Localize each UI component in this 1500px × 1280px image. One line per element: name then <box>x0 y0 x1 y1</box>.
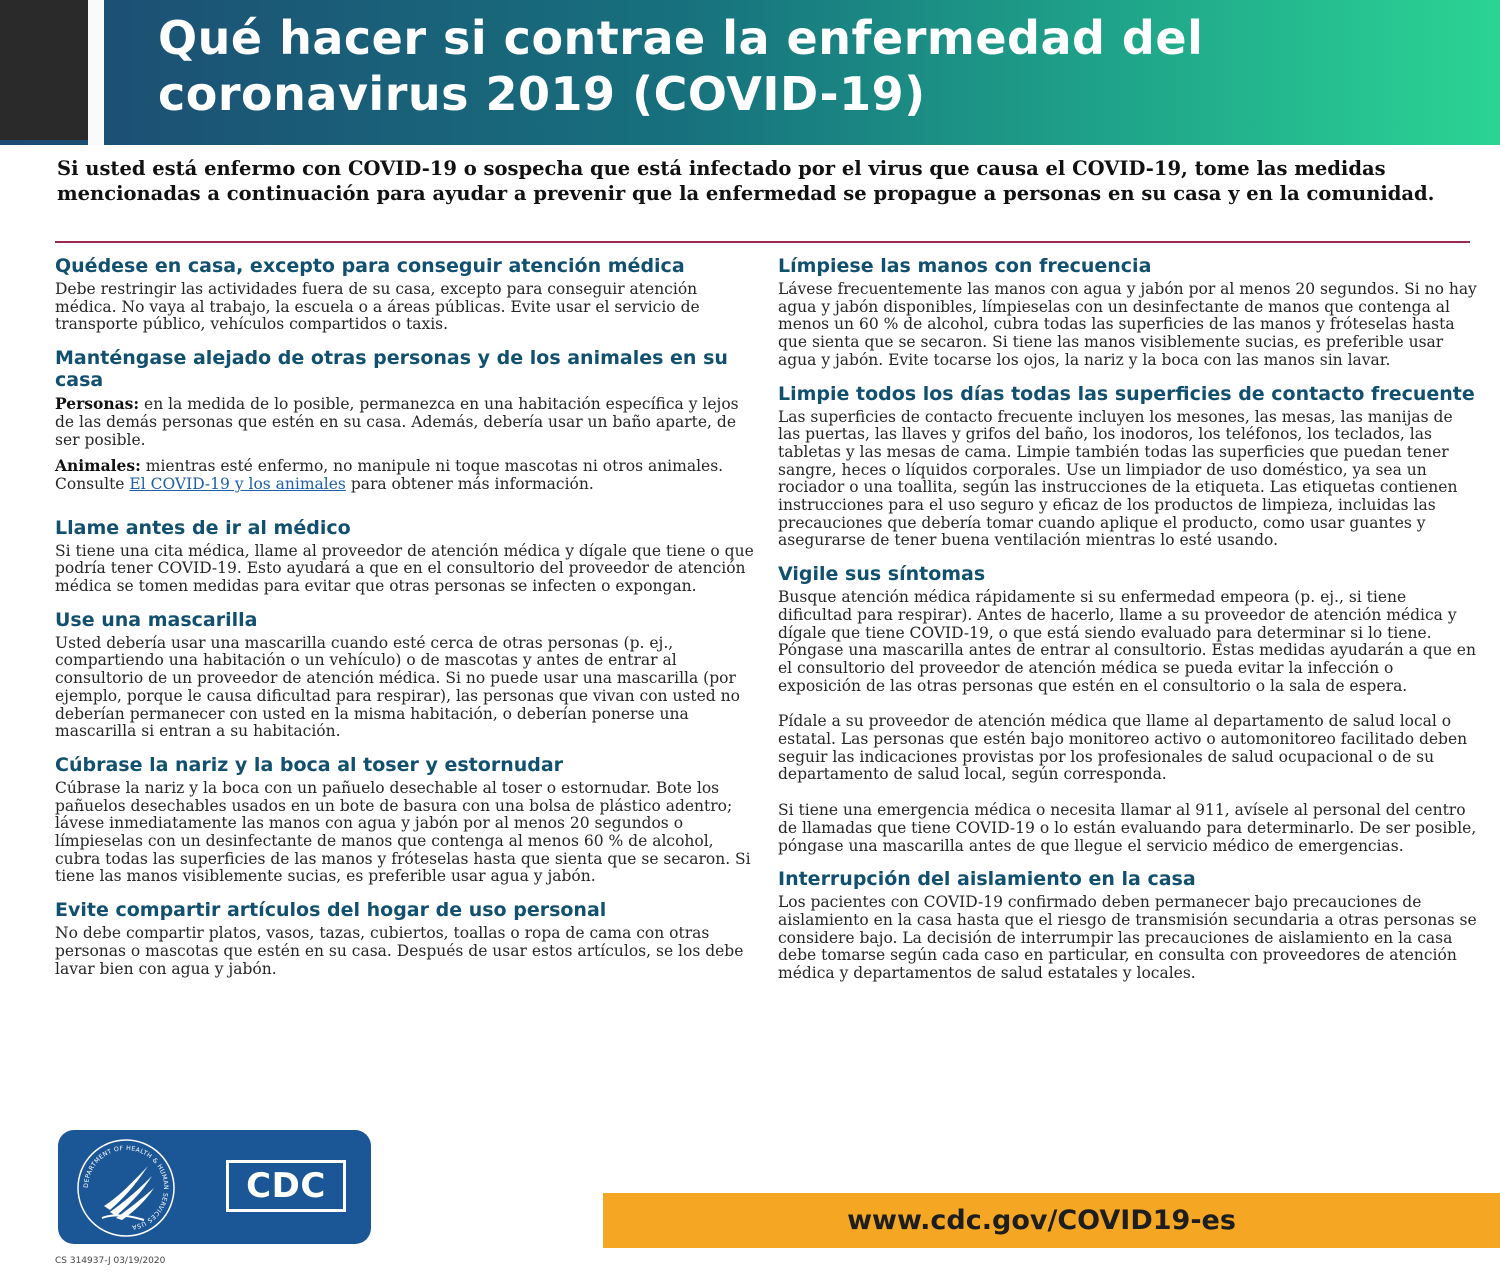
section-body: Debe restringir las actividades fuera de su casa, excepto para conseguir atención médica. No vaya al trabajo, la escuela o a áreas públicas. Evite usar el servicio de transporte público, vehículos compartidos o taxis. <box>55 280 700 334</box>
header-dark-block <box>0 0 88 140</box>
people-paragraph <box>55 395 755 449</box>
cdc-logo-text: CDC <box>246 1166 326 1206</box>
section-cover-cough <box>55 754 755 886</box>
section-heading: Limpie todos los días todas las superficies de contacto frecuente <box>778 382 1475 405</box>
header-stripe <box>88 0 104 145</box>
section-body: Si tiene una cita médica, llame al proveedor de atención médica y dígale que tiene o que podría tener COVID-19. Esto ayudará a que en el consultorio del proveedor de atención médica se tomen medidas para evitar que otras personas se infecten o expongan. <box>55 541 754 596</box>
left-column <box>55 255 755 978</box>
section-heading: Use una mascarilla <box>55 608 258 631</box>
section-body: Usted debería usar una mascarilla cuando esté cerca de otras personas (p. ej., compartiendo una habitación o un vehículo) o de mascotas y antes de entrar al consultorio de un proveedor de atención médica. Si no puede usar una mascarilla (por ejemplo, porque le causa dificultad para respirar), las personas que vivan con usted no deberían permanecer con usted en la misma habitación, o deberían ponerse una mascarilla si entran a su habitación. <box>55 633 740 741</box>
section-heading: Manténgase alejado de otras personas y de los animales en su casa <box>55 347 728 392</box>
section-heading: Límpiese las manos con frecuencia <box>778 255 1152 277</box>
section-heading: Cúbrase la nariz y la boca al toser y estornudar <box>55 753 564 776</box>
document-code: CS 314937-J 03/19/2020 <box>55 1256 166 1266</box>
cdc-url-link[interactable]: www.cdc.gov/COVID19-es <box>847 1205 1236 1236</box>
section-heading: Quédese en casa, excepto para conseguir atención médica <box>55 255 685 277</box>
section-mask <box>55 609 755 741</box>
intro-text: Si usted está enfermo con COVID-19 o sospecha que está infectado por el virus que causa el COVID-19, tome las medidas mencionadas a continuación para ayudar a prevenir que la enfermedad se propague a personas en su casa y en la comunidad. <box>57 157 1435 205</box>
animals-text: mientras esté enfermo, no manipule ni toque mascotas ni otros animales. Consulte <box>55 457 724 493</box>
section-no-sharing <box>55 899 755 978</box>
section-body: Pídale a su proveedor de atención médica que llame al departamento de salud local o estatal. Las personas que estén bajo monitoreo activo o automonitoreo facilitado deben seguir las indicaciones provistas por los profesionales de salud ocupacional o de su departamento de salud local, según corresponda. <box>778 712 1468 784</box>
section-body: Si tiene una emergencia médica o necesita llamar al 911, avísele al personal del centro de llamadas que tiene COVID-19 o lo están evaluando para determinarlo. De ser posible, póngase una mascarilla antes de que llegue el servicio médico de emergencias. <box>778 801 1477 855</box>
section-clean-hands <box>778 255 1478 370</box>
section-clean-surfaces <box>778 383 1478 551</box>
section-stay-home <box>55 255 755 334</box>
section-body: Busque atención médica rápidamente si su enfermedad empeora (p. ej., si tiene dificultad para respirar). Antes de hacerlo, llame a su proveedor de atención médica y dígale que tiene COVID-19, o que está siendo evaluado para determinar si lo tiene. Póngase una mascarilla antes de entrar al consultorio. Estas medidas ayudarán a que en el consultorio del proveedor de atención médica se pueda evitar la infección o exposición de las otras personas que estén en el consultorio o la sala de espera. <box>778 588 1476 695</box>
section-body: Lávese frecuentemente las manos con agua y jabón por al menos 20 segundos. Si no hay agua y jabón disponibles, límpieselas con un desinfectante de manos que contenga al menos un 60 % de alcohol, cubra todas las superficies de las manos y fróteselas hasta que sienta que se secaron. Si tiene las manos visiblemente sucias, es preferible usar agua y jabón. Evite tocarse los ojos, la nariz y la boca con las manos sin lavar. <box>778 280 1477 369</box>
cdc-logo-icon <box>226 1160 346 1212</box>
hhs-seal-icon <box>74 1136 178 1240</box>
logo-box <box>58 1130 371 1244</box>
section-heading: Vigile sus síntomas <box>778 563 986 586</box>
section-heading: Llame antes de ir al médico <box>55 516 351 539</box>
section-discontinue-isolation <box>778 868 1478 983</box>
section-call-ahead <box>55 517 755 596</box>
section-body: No debe compartir platos, vasos, tazas, cubiertos, toallas o ropa de cama con otras personas o mascotas que estén en su casa. Después de usar estos artículos, se los debe lavar bien con agua y jabón. <box>55 924 744 978</box>
right-column <box>778 255 1478 983</box>
svg-text:DEPARTMENT OF HEALTH & HUMAN S <box>83 1145 169 1231</box>
seal-text: DEPARTMENT OF HEALTH & HUMAN SERVICES USA <box>82 1144 170 1231</box>
people-text: en la medida de lo posible, permanezca en una habitación específica y lejos de las demás personas que estén en su casa. Además, debería usar un baño aparte, de ser posible. <box>55 395 739 449</box>
covid-animals-link[interactable]: El COVID-19 y los animales <box>129 474 346 493</box>
animals-label: Animales: <box>55 456 141 476</box>
section-monitor-symptoms <box>778 563 1478 855</box>
animals-paragraph <box>55 457 755 493</box>
section-body: Cúbrase la nariz y la boca con un pañuelo desechable al toser o estornudar. Bote los pañuelos desechables usados en un bote de basura con una bolsa de plástico adentro; lávese inmediatamente las manos con agua y jabón por al menos 20 segundos o límpieselas con un desinfectante de manos que contenga al menos 60 % de alcohol, cubra todas las superficies de las manos y fróteselas hasta que sienta que se secaron. Si tiene las manos visiblemente sucias, es preferible usar agua y jabón. <box>55 778 751 886</box>
people-label: Personas: <box>55 394 140 414</box>
section-body: Los pacientes con COVID-19 confirmado deben permanecer bajo precauciones de aislamiento en la casa hasta que el riesgo de transmisión secundaria a otras personas se considere bajo. La decisión de interrumpir las precauciones de aislamiento en la casa debe tomarse según cada caso en particular, en consulta con proveedores de atención médica y departamentos de salud estatales y locales. <box>778 893 1477 983</box>
section-heading: Interrupción del aislamiento en la casa <box>778 868 1196 891</box>
section-separate <box>55 347 755 494</box>
section-body: Las superficies de contacto frecuente incluyen los mesones, las mesas, las manijas de las puertas, las llaves y grifos del baño, los inodoros, los teléfonos, los teclados, las tabletas y las mesas de cama. Limpie también todas las superficies que puedan tener sangre, heces o líquidos corporales. Use un limpiador de uso doméstico, ya sea un rociador o una toallita, según las instrucciones de la etiqueta. Las etiquetas contienen instrucciones para el uso seguro y eficaz de los productos de limpieza, incluidas las precauciones que debería tomar cuando aplique el producto, como usar guantes y asegurarse de tener buena ventilación mientras lo esté usando. <box>778 407 1458 550</box>
animals-tail: para obtener más información. <box>345 474 594 493</box>
url-bar <box>603 1193 1500 1248</box>
divider-rule <box>55 241 1470 243</box>
section-heading: Evite compartir artículos del hogar de uso personal <box>55 899 607 922</box>
page-title: Qué hacer si contrae la enfermedad del coronavirus 2019 (COVID-19) <box>158 11 1204 121</box>
